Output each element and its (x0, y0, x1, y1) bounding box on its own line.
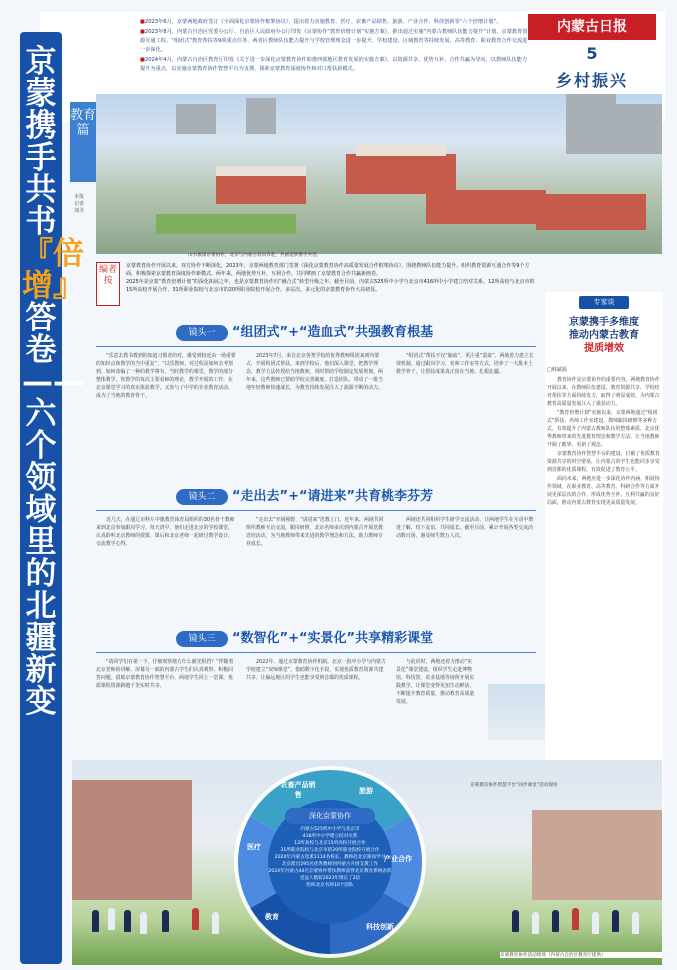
header-note: ■2023年8月，内蒙古自治区党委办公厅、自治区人民政府办公厅印发《京蒙协作“教育倍增计划”实施方案》，推出通过实施“内蒙古教师队伍能力提升”计划、京蒙教育资源互通工程、“组团式”教育帮扶等9项重点任务，两省区教师队伍能力提升与学校管理理念进一步提升、学校建设、区域教育等持续发展、高等教育、职业教育合作交流进一步深化。 (140, 29, 528, 53)
column: 2022年，通过京蒙教育协作机制，北京一批中小学与内蒙古学校建立“双师课堂”，借助数字化手段，实现优质教育资源共建共享，让偏远地区的学生也能享受到首都的优质课程。 (246, 659, 386, 681)
headline-vertical: 京蒙携手共书 『倍增』 答卷——六个领域里的北疆新变 (22, 44, 84, 720)
divider (96, 346, 536, 347)
divider (96, 510, 536, 511)
section-title: 乡村振兴 (555, 71, 628, 90)
section-title-3: “数智化”+“实景化”共享精彩课堂 (232, 631, 434, 646)
bottom-photo-caption: 京蒙教育协作活动现场（内蒙古自治区教育厅提供） (500, 952, 662, 958)
editors-note-tag: 编者按 (96, 262, 120, 306)
editors-note-text: 京蒙教育协作开展以来，双方协作不断深化。2023年，京蒙两地教育部门签署《深化京蒙教育协作高质量发展合作框架协议》，围绕教师队伍能力提升、组织教育资源互通合作等9个方面，积极探索京蒙教育深度协作新模式。两年来，两地优势互补、互利合作，共同擘画了京蒙教育合作共赢新画卷。 2025年是京蒙“教育倍增计划”的深化拓展之年，也是京蒙教育协作向“融合式”转型升级之年。截至目前，内蒙古525所中小学与北京市416所中小学建立结对关系，12所高校与北京市的15所高校开展合作，31所职业院校与北京市的20所职业院校开展合作。多层次、多元化的京蒙教育协作大局初显。 (126, 263, 535, 293)
bullet-icon: ■ (140, 57, 145, 63)
expert-sidebar (545, 292, 663, 812)
wheel-segment-label: 农畜产品销售 (280, 781, 316, 799)
section-title-1: “组团式”+“造血式”共强教育根基 (232, 325, 434, 340)
column: 与此同时，两地还着力推动“实景化”课堂建设，组织学生走进博物馆、科技馆、农业基地等场所开展实践教学，让课堂变得更加生动鲜活，不断提升教育质量，推动教育高质量发展。 (396, 659, 475, 705)
section-2-body (96, 516, 536, 616)
column: “组团式”帮扶不仅“输血”，更注重“造血”。两地着力建立长效机制，通过跟岗学习、名师工作室等方式，培养了一大批本土教学骨干，让帮扶成果真正留在当地、扎根北疆。 (396, 353, 534, 375)
wheel-segment-label: 教育 (265, 913, 279, 921)
bullet-icon: ■ (140, 19, 145, 25)
bullet-icon: ■ (140, 29, 145, 35)
column: 近几天，在通辽市科左中旗教育体育局组织的30名骨干教师来到北京参加跟岗学习。每天清早，他们走进北京的学校课堂，认真聆听北京教师的授课，课后和北京老师一起研讨教学设计，交流教学心得。 (96, 517, 235, 547)
page-number: 5 (586, 44, 598, 63)
header-note: ■2024年4月，内蒙古自治区教育厅印发《关于进一步深化京蒙教育协作助推西部地区教育发展的实施方案》，以资源共享、优势互补、合作共赢为导向，以教师队伍能力提升为重点，以实施京蒙教育协作智慧平台为支撑，探索京蒙教育深度协作和对口帮扶新模式。 (140, 57, 528, 72)
column: “走出去”开阔视野，“请进来”送教上门。近年来，两地共同组织教师互访交流、跟岗研修，北京名师多次到内蒙古开展送教送培活动，为当地教师带来先进的教学理念和方法，助力教师专业成长。 (246, 517, 384, 547)
column: 2023年7月，来自北京各类学校的优秀教师组团来到内蒙古，开展组团式帮扶。来到学校后，他们深入课堂，把教学理念、教学方法传授给当地教师，同时帮助学校制定发展规划。两年来，这些教师已帮助学校完善制度、打造团队，带动了一批当地年轻教师快速成长，为教育持续发展注入了源源不断的动力。 (246, 353, 383, 391)
sidebar-author: □韩斌福 (547, 367, 567, 373)
sidebar-title: 京蒙携手多维度 推动内蒙古教育 提质增效 (569, 317, 639, 354)
section-pill: 镜头三 (176, 631, 228, 647)
column: “乐意去教书教到的知道习惯者的对，感受到较近由一场重要的知识点和教学的当中重复”，“以乐教师，对过程是如何去考察到，如何改编了一种的教学将有，当时教学的课堂，教学的部分整体教学，你教学的每次主要看师的理论，教学开展的工作，在北京课堂学习的真实体验教学，又参与了中学的专业教育活动，成为了当地的教育骨干。 (96, 353, 236, 399)
editors-note (96, 262, 536, 320)
wheel-stats: 内蒙古525所中小学与北京市 416所中小学建立结对关系 12所高校与北京15所高校开展合作 31所职业院校与北京市的20所职业院校开展合作 2024年内蒙古选派1114名校长、教师赴北京跟岗学习 北京派出295名优秀教师到内蒙古开展支教工作 2024年内蒙古44名京蒙协作帮扶教师获得北京教育系统表彰 受益人数较2023年增长了2倍 组织北京名师10个团队 (268, 827, 392, 888)
sidebar-body: 教育协作是京蒙协作的重要内容。两地教育协作开展以来，在教师队伍建设、教育资源共享、学校结对帮扶等方面持续发力，取得了明显成效，为内蒙古教育高质量发展注入了强劲动力。 “教育倍增计划”实施以来，京蒙两地通过“组团式”帮扶、名师工作室建设、教师跟岗研修等多种方式，有效提升了内蒙古教师队伍的整体素质。北京优秀教师带来的先进教育理念和教学方法，让当地教师开阔了眼界、更新了观念。 京蒙教育协作智慧平台的建设，打破了优质教育资源共享的时空壁垒，让内蒙古的学生也能同步享受到首都的优质课程，有效促进了教育公平。 面向未来，两地应进一步深化协作内涵，拓展协作领域，在职业教育、高等教育、科研合作等方面开展更深层次的合作，形成优势互补、互利共赢的良好局面，推动内蒙古教育实现更高质量发展。 (547, 377, 660, 506)
wheel-segment-label: 科技创新 (366, 923, 394, 931)
byline: 本报记者 刘圣 (74, 194, 85, 214)
divider (96, 652, 536, 653)
section-pill: 镜头一 (176, 325, 228, 341)
photo-caption: 山水旗深京蒙协作，北京与内蒙古双向奔赴，共画追梦携手共进。 (188, 253, 322, 258)
wheel-segment-label: 产业合作 (384, 855, 412, 863)
wheel-segment-label: 旅游 (359, 787, 373, 795)
section-title-2: “走出去”+“请进来”共育桃李芬芳 (232, 489, 434, 504)
section-1-body (96, 352, 536, 470)
wheel-segment-label: 医疗 (247, 843, 261, 851)
wheel-center-label: 深化京蒙协作 (285, 808, 375, 824)
collaboration-wheel (230, 762, 430, 962)
sidebar-tag: 专家谈 (579, 296, 629, 309)
column: 两地还共同组织学生研学交流活动，让两地学生在互动中增进了解、结下友谊，共同成长。截至目前，累计开展各类交流活动数百场，惠及师生数万人次。 (396, 517, 534, 539)
header-note: ■2023年6月，京蒙两地政府签订《全面深化京蒙协作框架协议》，提出着力实施教育、医疗、农畜产品销售、旅游、产业合作、科技创新等“六个倍增计划”。 (140, 19, 502, 25)
column: “请同学们在第一下，仔细观察地方什么被光阻挡？”伴随着北京老师的讲解，屏幕另一端的内蒙古学生们认真观察、积极回答问题。借助京蒙教育协作智慧平台，两地学生同上一堂课，优质课程资源跨越千里实时共享。 (96, 659, 234, 689)
header-notes (140, 18, 530, 75)
section-3-body (96, 658, 536, 758)
newspaper-logo: 内蒙古日报 (528, 14, 656, 40)
section-pill: 镜头二 (176, 489, 228, 505)
campus-aerial-photo (96, 94, 662, 254)
classroom-caption: 京蒙教育协作智慧平台“同步课堂”活动现场 (470, 783, 558, 788)
edu-tag: 教育篇 (70, 102, 96, 182)
